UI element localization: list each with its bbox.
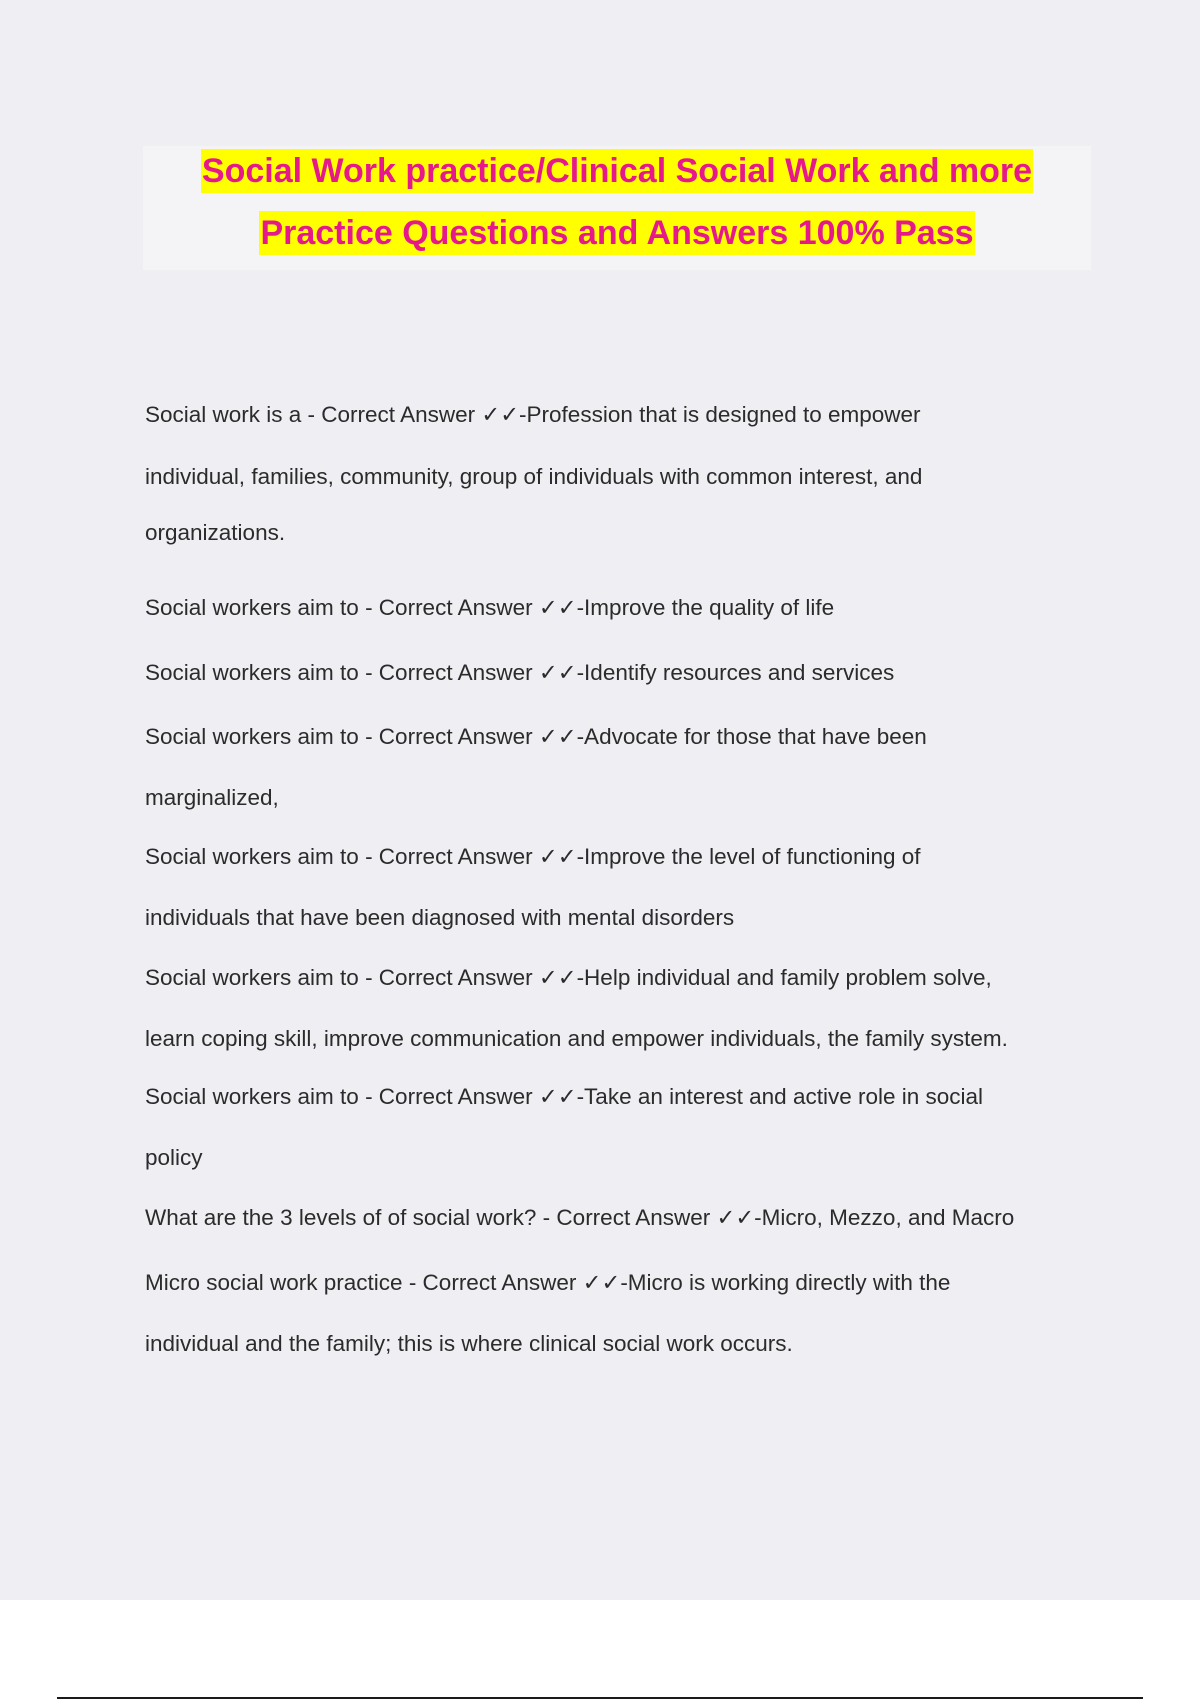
qa-line: Social workers aim to - Correct Answer ✓✓-Advocate for those that have been: [145, 724, 927, 749]
qa-line: What are the 3 levels of of social work? - Correct Answer ✓✓-Micro, Mezzo, and Macro: [145, 1205, 1015, 1230]
qa-line: policy: [145, 1145, 203, 1170]
qa-line: marginalized,: [145, 785, 279, 810]
qa-line: individuals that have been diagnosed with mental disorders: [145, 905, 735, 930]
qa-line: learn coping skill, improve communication and empower individuals, the family system.: [145, 1026, 1008, 1051]
qa-line: individual, families, community, group of individuals with common interest, and: [145, 464, 923, 489]
qa-line: individual and the family; this is where clinical social work occurs.: [145, 1331, 793, 1356]
qa-line: Social workers aim to - Correct Answer ✓✓-Improve the level of functioning of: [145, 844, 921, 869]
qa-line: Social workers aim to - Correct Answer ✓✓-Improve the quality of life: [145, 595, 835, 620]
qa-line: Social workers aim to - Correct Answer ✓✓-Help individual and family problem solve,: [145, 965, 992, 990]
qa-line: Micro social work practice - Correct Answer ✓✓-Micro is working directly with the: [145, 1270, 951, 1295]
title-line-2: [143, 211, 1091, 257]
qa-line: Social workers aim to - Correct Answer ✓✓-Take an interest and active role in social: [145, 1084, 984, 1109]
qa-line: Social work is a - Correct Answer ✓✓-Profession that is designed to empower: [145, 402, 921, 427]
qa-line: organizations.: [145, 520, 286, 545]
document-title: [143, 146, 1091, 270]
title-text-1: Social Work practice/Clinical Social Work and more: [201, 149, 1033, 193]
footer-divider: [57, 1697, 1143, 1699]
title-text-2: Practice Questions and Answers 100% Pass: [259, 211, 974, 255]
title-line-1: [143, 149, 1091, 195]
qa-line: Social workers aim to - Correct Answer ✓✓-Identify resources and services: [145, 660, 895, 685]
